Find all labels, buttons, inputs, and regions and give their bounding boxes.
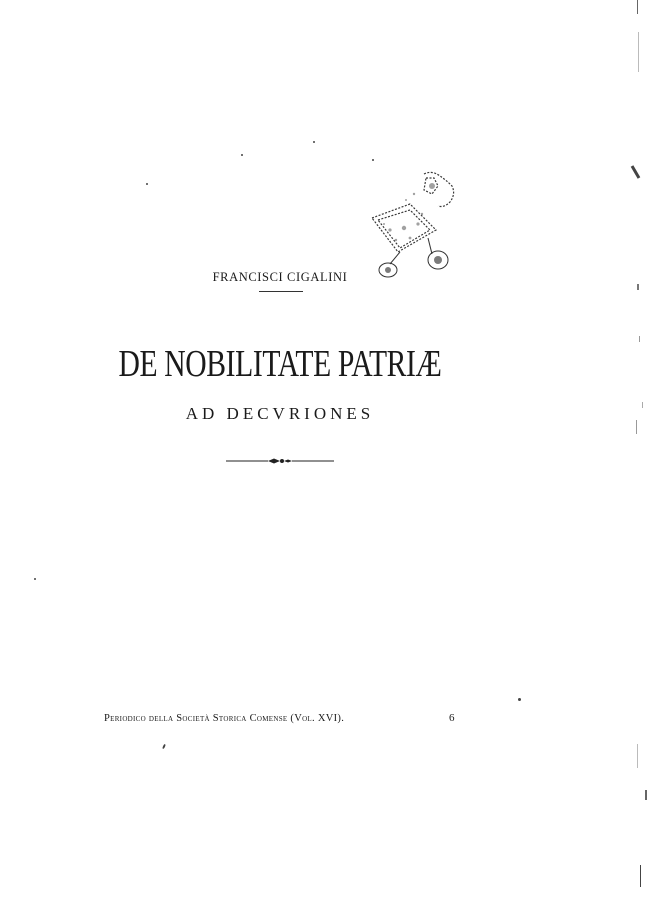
page-number: 6 bbox=[449, 712, 455, 724]
scan-edge-mark bbox=[640, 865, 641, 887]
main-title: DE NOBILITATE PATRIÆ bbox=[118, 343, 442, 385]
author-name: FRANCISCI CIGALINI bbox=[212, 270, 348, 284]
scan-speck bbox=[518, 698, 521, 701]
library-stamp-icon bbox=[366, 168, 462, 284]
journal-citation: Periodico della Società Storica Comense (Vol. XVI). bbox=[104, 713, 345, 724]
scan-speck bbox=[146, 183, 148, 185]
subtitle: AD DECVRIONES bbox=[185, 404, 375, 423]
scan-edge-mark bbox=[642, 402, 643, 408]
scan-speck bbox=[313, 141, 315, 143]
short-rule bbox=[259, 291, 303, 292]
scan-edge-mark bbox=[638, 32, 639, 72]
scan-edge-mark bbox=[636, 420, 637, 434]
scan-edge-mark bbox=[637, 284, 639, 290]
scan-edge-mark bbox=[645, 790, 647, 800]
scan-edge-mark bbox=[639, 336, 640, 342]
scan-edge-mark bbox=[637, 0, 638, 14]
scan-edge-mark bbox=[637, 744, 638, 768]
scan-speck bbox=[241, 154, 243, 156]
scan-speck bbox=[162, 744, 166, 749]
scan-speck bbox=[372, 159, 374, 161]
journal-footer bbox=[104, 713, 344, 724]
ornamental-rule-icon bbox=[224, 455, 336, 467]
scan-edge-mark bbox=[631, 165, 641, 179]
scan-speck bbox=[34, 578, 36, 580]
